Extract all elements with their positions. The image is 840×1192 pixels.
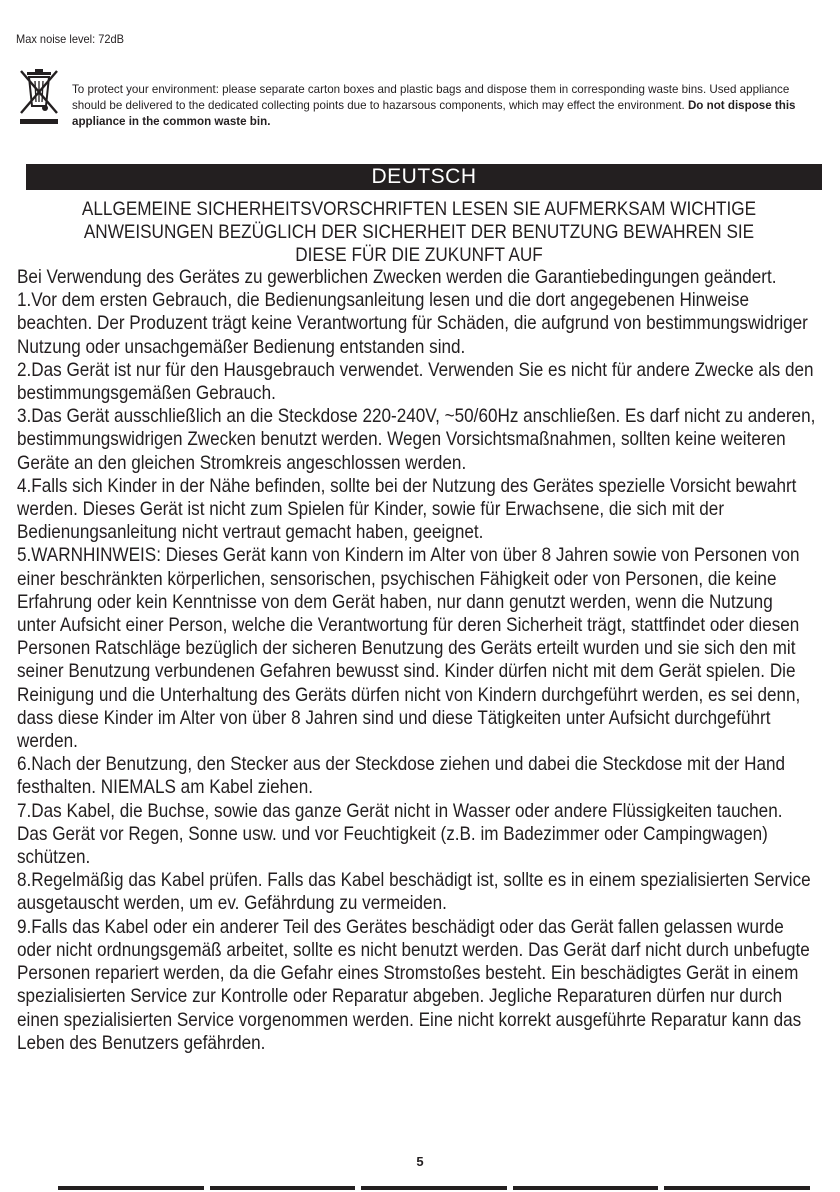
paragraph-item-6: 6.Nach der Benutzung, den Stecker aus der Steckdose ziehen und dabei die Steckdose mit der Hand festhalten. NIEMALS am Kabel ziehen. [17,753,786,799]
footer-rule-segment [210,1186,356,1190]
paragraph-item-4: 4.Falls sich Kinder in der Nähe befinden, sollte bei der Nutzung des Gerätes spezielle Vorsicht bewahrt werden. Dieses Gerät ist nicht zum Spielen für Kinder, sowie für Erwachsene, die sich mit der Bedienungsanleitung nicht vertraut gemacht haben, geeignet. [17,474,797,544]
footer-divider [58,1186,810,1190]
paragraph-item-9: 9.Falls das Kabel oder ein anderer Teil des Gerätes beschädigt oder das Gerät fallen gelassen wurde oder nicht ordnungsgemäß arbeitet, sollte es nicht benutzt werden. Das Gerät darf nicht durch unbefugte Personen repariert werden, da die Gefahr eines Stromstoßes besteht. Ein beschädigtes Gerät in einem spezialisierten Service zur Kontrolle oder Reparatur abgeben. Jegliche Reparaturen dürfen nur durch einen spezialisierten Service vorgenommen werden. Eine nicht korrekt ausgeführte Reparatur kann das Leben des Benutzers gefährden. [17,915,810,1054]
environment-notice-text: To protect your environment: please separate carton boxes and plastic bags and dispose them in corresponding waste bins. Used appliance should be delivered to the dedicated collecting points due to hazarsous components, which may effect the environment. [72,83,790,112]
paragraph-item-2: 2.Das Gerät ist nur für den Hausgebrauch verwendet. Verwenden Sie es nicht für andere Zwecke als den bestimmungsgemäßen Gebrauch. [17,358,814,405]
paragraph-commercial-use: Bei Verwendung des Gerätes zu gewerblichen Zwecken werden die Garantiebedingungen geändert. [17,266,777,288]
instructions-body [17,266,816,1055]
page-number: 5 [416,1154,424,1169]
footer-rule-segment [664,1186,810,1190]
paragraph-item-5: 5.WARNHINWEIS: Dieses Gerät kann von Kindern im Alter von über 8 Jahren sowie von Personen von einer beschränkten körperlichen, sensorischen, psychischen Fähigkeit oder von Personen, die keine Erfahrung oder kein Kenntnisse von dem Gerät haben, nur dann genutzt werden, wenn die Nutzung unter Aufsicht einer Person, welche die Verantwortung für deren Sicherheit trägt, stattfindet oder diesen Personen Ratschläge bezüglich der sicheren Benutzung des Geräts erteilt wurden und sie sich den mit seiner Benutzung verbundenen Gefahren bewusst sind. Kinder dürfen nicht mit dem Gerät spielen. Die Reinigung und die Unterhaltung des Geräts dürfen nicht von Kindern durchgeführt werden, es sei denn, dass diese Kinder im Alter von über 8 Jahren sind und diese Tätigkeiten unter Aufsicht durchgeführt werden. [17,544,801,753]
language-section-header: DEUTSCH [26,164,822,190]
paragraph-item-1: 1.Vor dem ersten Gebrauch, die Bedienungsanleitung lesen und die dort angegebenen Hinweise beachten. Der Produzent trägt keine Verantwortung für Schäden, die aufgrund von bestimmungswidriger Nutzung oder unsachgemäßer Bedienung entstanden sind. [17,289,808,358]
footer-rule-segment [361,1186,507,1190]
paragraph-item-8: 8.Regelmäßig das Kabel prüfen. Falls das Kabel beschädigt ist, sollte es in einem spezialisierten Service ausgetauscht werden, um ev. Gefährdung zu vermeiden. [17,869,811,915]
paragraph-item-7: 7.Das Kabel, die Buchse, sowie das ganze Gerät nicht in Wasser oder andere Flüssigkeiten tauchen. Das Gerät vor Regen, Sonne usw. und vor Feuchtigkeit (z.B. im Badezimmer oder Campingwagen) schützen. [17,799,783,869]
crossed-out-wheelie-bin-icon [14,66,64,130]
noise-level-text: Max noise level: 72dB [16,32,125,46]
paragraph-item-3: 3.Das Gerät ausschließlich an die Steckdose 220-240V, ~50/60Hz anschließen. Es darf nicht zu anderen, bestimmungswidrigen Zwecken benutzt werden. Wegen Vorsichtsmaßnahmen, sollten keine weiteren Geräte an den gleichen Stromkreis angeschlossen werden. [17,405,816,474]
safety-instructions-title: ALLGEMEINE SICHERHEITSVORSCHRIFTEN LESEN SIE AUFMERKSAM WICHTIGE ANWEISUNGEN BEZÜGLICH DER SICHERHEIT DER BENUTZUNG BEWAHREN SIE DIESE FÜR DIE ZUKUNFT AUF [81,198,757,266]
footer-rule-segment [58,1186,204,1190]
environment-notice [72,82,807,130]
footer-rule-segment [513,1186,659,1190]
environment-notice-bold: Do not dispose this appliance in the common waste bin. [72,99,796,128]
